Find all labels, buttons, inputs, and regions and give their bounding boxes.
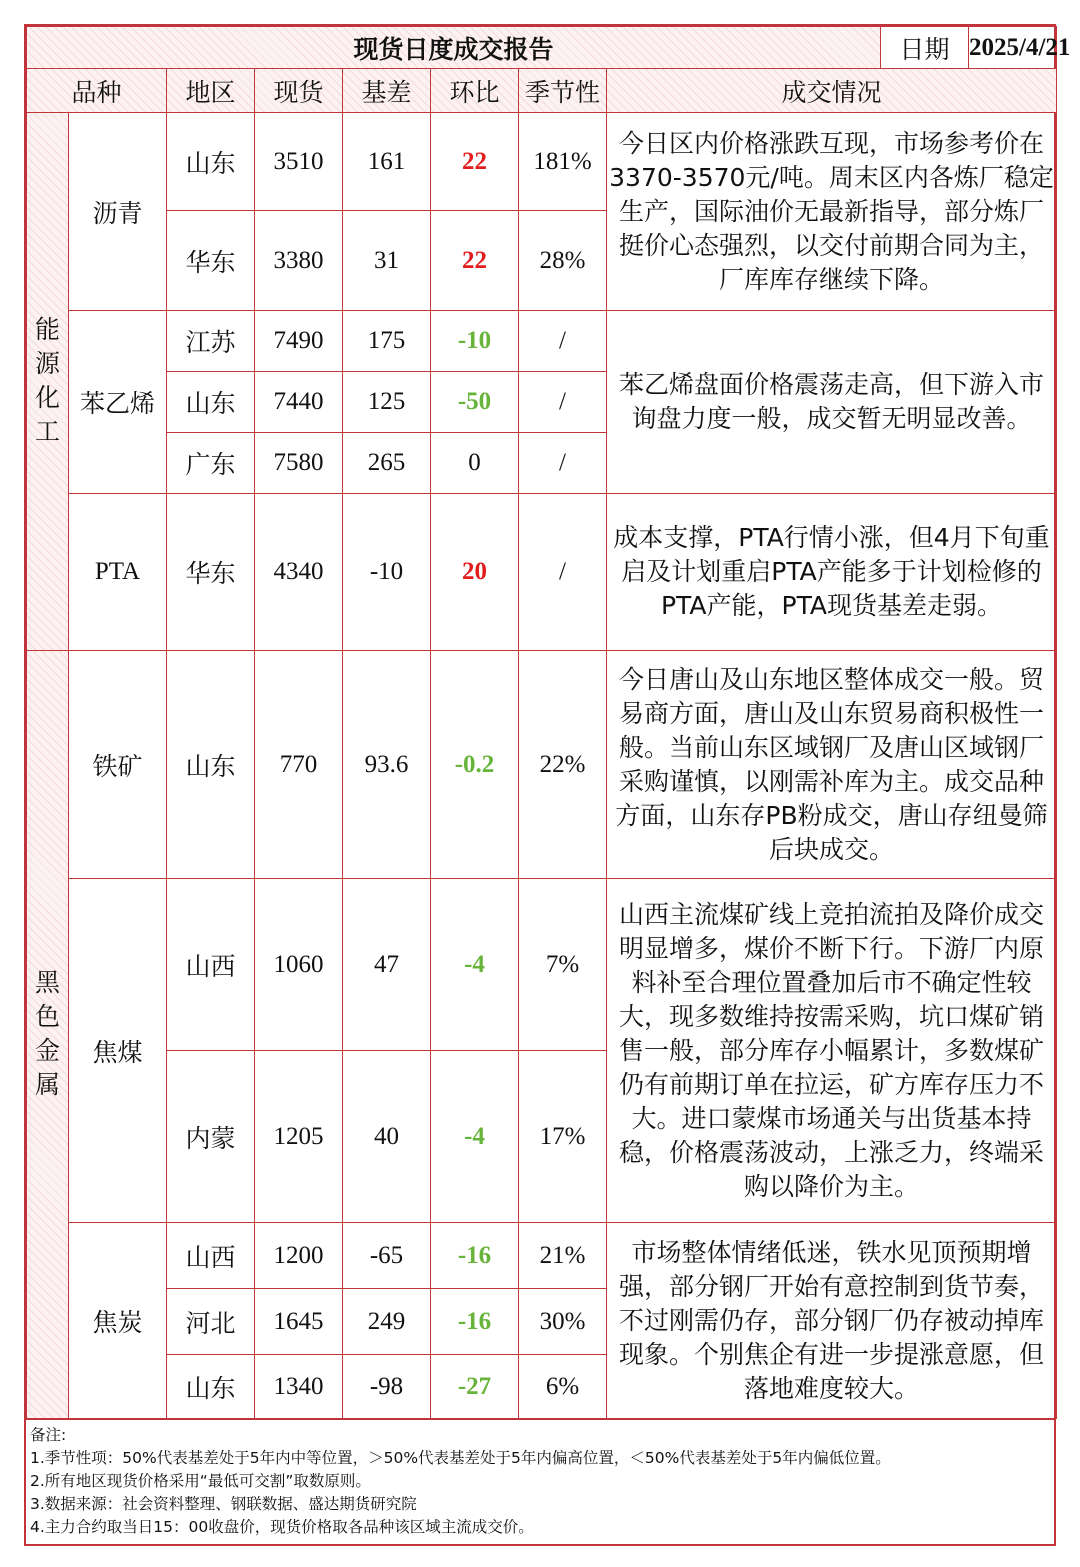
- desc-asphalt: 今日区内价格涨跌互现，市场参考价在3370-3570元/吨。周末区内各炼厂稳定生产，国际油价无最新指导，部分炼厂挺价心态强烈，以交付前期合同为主，厂库库存继续下降。: [607, 113, 1057, 311]
- cell-region: 山西: [167, 879, 255, 1051]
- notes-heading: 备注:: [30, 1426, 67, 1444]
- table-row: [27, 113, 1057, 211]
- cell-seasonal: /: [519, 311, 607, 372]
- cell-region: 山东: [167, 1355, 255, 1419]
- desc-coking-coal: 山西主流煤矿线上竞拍流拍及降价成交明显增多，煤价不断下行。下游厂内原料补至合理位置叠加后市不确定性较大，现多数维持按需采购，坑口煤矿销售一般，部分库存小幅累计，多数煤矿仍有前期订单在拉运，矿方库存压力不大。进口蒙煤市场通关与出货基本持稳，价格震荡波动，上涨乏力，终端采购以降价为主。: [607, 879, 1057, 1223]
- cell-basis: -65: [343, 1223, 431, 1289]
- cell-region: 江苏: [167, 311, 255, 372]
- note-line: 1.季节性项：50%代表基差处于5年内中等位置，＞50%代表基差处于5年内偏高位置，＜50%代表基差处于5年内偏低位置。: [30, 1449, 891, 1467]
- cell-spot: 7490: [255, 311, 343, 372]
- table-row: [27, 494, 1057, 651]
- product-iron-ore: 铁矿: [69, 651, 167, 879]
- product-asphalt: 沥青: [69, 113, 167, 311]
- cell-change: -16: [431, 1289, 519, 1355]
- cell-region: 山东: [167, 372, 255, 433]
- cell-spot: 3380: [255, 211, 343, 311]
- cell-change: -10: [431, 311, 519, 372]
- note-line: 2.所有地区现货价格采用“最低可交割”取数原则。: [30, 1472, 371, 1490]
- cell-seasonal: 28%: [519, 211, 607, 311]
- col-variety: 品种: [27, 69, 167, 113]
- cell-seasonal: 22%: [519, 651, 607, 879]
- col-change: 环比: [431, 69, 519, 113]
- cell-basis: 249: [343, 1289, 431, 1355]
- product-coke: 焦炭: [69, 1223, 167, 1419]
- cell-seasonal: 7%: [519, 879, 607, 1051]
- cell-basis: 47: [343, 879, 431, 1051]
- product-styrene: 苯乙烯: [69, 311, 167, 494]
- cell-basis: -98: [343, 1355, 431, 1419]
- cell-change: -27: [431, 1355, 519, 1419]
- cell-change: -50: [431, 372, 519, 433]
- cell-basis: -10: [343, 494, 431, 651]
- cell-region: 河北: [167, 1289, 255, 1355]
- cell-basis: 31: [343, 211, 431, 311]
- cell-seasonal: 17%: [519, 1051, 607, 1223]
- cell-basis: 125: [343, 372, 431, 433]
- cell-basis: 40: [343, 1051, 431, 1223]
- cell-seasonal: /: [519, 494, 607, 651]
- note-line: 3.数据来源：社会资料整理、钢联数据、盛达期货研究院: [30, 1495, 417, 1513]
- cell-region: 山东: [167, 651, 255, 879]
- notes-section: [26, 1419, 1054, 1543]
- cell-seasonal: /: [519, 372, 607, 433]
- cell-seasonal: 21%: [519, 1223, 607, 1289]
- cell-seasonal: 181%: [519, 113, 607, 211]
- cell-basis: 265: [343, 433, 431, 494]
- col-spot: 现货: [255, 69, 343, 113]
- sector-energy: 能 源 化 工: [27, 113, 69, 651]
- col-region: 地区: [167, 69, 255, 113]
- report-table: [26, 26, 1071, 1419]
- cell-change: 22: [431, 211, 519, 311]
- cell-region: 山东: [167, 113, 255, 211]
- cell-seasonal: 30%: [519, 1289, 607, 1355]
- product-pta: PTA: [69, 494, 167, 651]
- table-row: [27, 1223, 1057, 1289]
- cell-seasonal: 6%: [519, 1355, 607, 1419]
- date-label: 日期: [881, 27, 969, 69]
- table-row: [27, 311, 1057, 372]
- cell-spot: 770: [255, 651, 343, 879]
- col-seasonal: 季节性: [519, 69, 607, 113]
- cell-spot: 1060: [255, 879, 343, 1051]
- cell-change: -0.2: [431, 651, 519, 879]
- cell-basis: 161: [343, 113, 431, 211]
- cell-spot: 1645: [255, 1289, 343, 1355]
- cell-spot: 1205: [255, 1051, 343, 1223]
- sector-ferrous: 黑 色 金 属: [27, 651, 69, 1419]
- col-basis: 基差: [343, 69, 431, 113]
- cell-seasonal: /: [519, 433, 607, 494]
- cell-change: -16: [431, 1223, 519, 1289]
- report-title: 现货日度成交报告: [27, 27, 881, 69]
- table-row: [27, 651, 1057, 879]
- cell-spot: 1200: [255, 1223, 343, 1289]
- desc-iron-ore: 今日唐山及山东地区整体成交一般。贸易商方面，唐山及山东贸易商积极性一般。当前山东区域钢厂及唐山区域钢厂采购谨慎，以刚需补库为主。成交品种方面，山东存PB粉成交，唐山存纽曼筛后块成交。: [607, 651, 1057, 879]
- note-line: 4.主力合约取当日15：00收盘价，现货价格取各品种该区域主流成交价。: [30, 1518, 534, 1536]
- table-row: [27, 879, 1057, 1051]
- cell-region: 广东: [167, 433, 255, 494]
- product-coking-coal: 焦煤: [69, 879, 167, 1223]
- cell-region: 山西: [167, 1223, 255, 1289]
- desc-coke: 市场整体情绪低迷，铁水见顶预期增强，部分钢厂开始有意控制到货节奏，不过刚需仍存，部分钢厂仍存被动掉库现象。个别焦企有进一步提涨意愿，但落地难度较大。: [607, 1223, 1057, 1419]
- cell-basis: 175: [343, 311, 431, 372]
- date-value: 2025/4/21: [969, 27, 1057, 69]
- cell-basis: 93.6: [343, 651, 431, 879]
- desc-styrene: 苯乙烯盘面价格震荡走高，但下游入市询盘力度一般，成交暂无明显改善。: [607, 311, 1057, 494]
- cell-change: -4: [431, 879, 519, 1051]
- cell-region: 华东: [167, 211, 255, 311]
- cell-spot: 3510: [255, 113, 343, 211]
- col-deals: 成交情况: [607, 69, 1057, 113]
- report-sheet: [24, 24, 1071, 1546]
- cell-spot: 7580: [255, 433, 343, 494]
- cell-change: 20: [431, 494, 519, 651]
- cell-change: 0: [431, 433, 519, 494]
- cell-region: 华东: [167, 494, 255, 651]
- cell-region: 内蒙: [167, 1051, 255, 1223]
- cell-spot: 7440: [255, 372, 343, 433]
- cell-spot: 1340: [255, 1355, 343, 1419]
- cell-spot: 4340: [255, 494, 343, 651]
- desc-pta: 成本支撑，PTA行情小涨，但4月下旬重启及计划重启PTA产能多于计划检修的PTA产能，PTA现货基差走弱。: [607, 494, 1057, 651]
- cell-change: -4: [431, 1051, 519, 1223]
- cell-change: 22: [431, 113, 519, 211]
- column-header-row: [27, 69, 1057, 113]
